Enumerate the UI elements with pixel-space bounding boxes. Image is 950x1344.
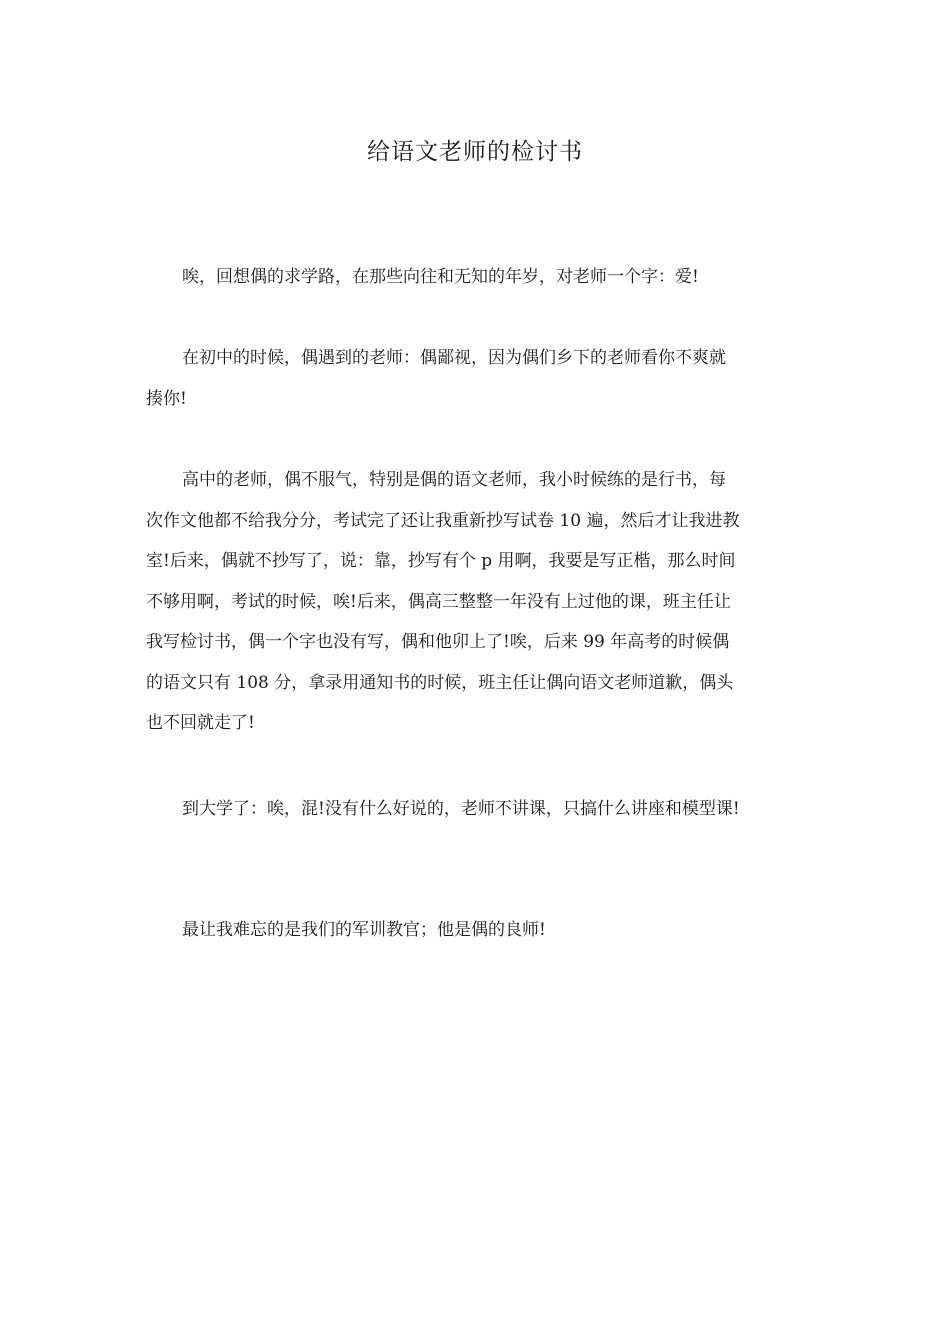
paragraph-line: 最让我难忘的是我们的军训教官；他是偶的良师! — [182, 920, 546, 940]
paragraph-line: 唉，回想偶的求学路，在那些向往和无知的年岁，对老师一个字：爱! — [182, 267, 699, 287]
document-title: 给语文老师的检讨书 — [367, 139, 583, 165]
paragraph-line: 不够用啊，考试的时候，唉!后来，偶高三整整一年没有上过他的课，班主任让 — [146, 591, 731, 612]
paragraph-1 — [146, 257, 818, 298]
paragraph-line: 次作文他都不给我分分，考试完了还让我重新抄写试卷 10 遍，然后才让我进教 — [146, 510, 740, 531]
paragraph-5 — [146, 910, 818, 951]
paragraph-line: 到大学了：唉，混!没有什么好说的，老师不讲课，只搞什么讲座和模型课! — [182, 799, 740, 819]
paragraph-line: 我写检讨书，偶一个字也没有写，偶和他卯上了!唉，后来 99 年高考的时候偶 — [146, 632, 730, 652]
paragraph-line: 揍你! — [146, 388, 187, 409]
paragraph-line: 室!后来，偶就不抄写了，说：靠，抄写有个 p 用啊，我要是写正楷，那么时间 — [146, 551, 736, 571]
paragraph-line: 在初中的时候，偶遇到的老师：偶鄙视，因为偶们乡下的老师看你不爽就 — [182, 348, 726, 368]
paragraph-line: 也不回就走了! — [146, 713, 255, 733]
paragraph-3 — [146, 460, 818, 744]
paragraph-4 — [146, 789, 818, 830]
paragraph-2 — [146, 338, 818, 419]
paragraph-line: 高中的老师，偶不服气，特别是偶的语文老师，我小时候练的是行书，每 — [182, 470, 726, 490]
paragraph-line: 的语文只有 108 分，拿录用通知书的时候，班主任让偶向语文老师道歉，偶头 — [146, 672, 734, 693]
